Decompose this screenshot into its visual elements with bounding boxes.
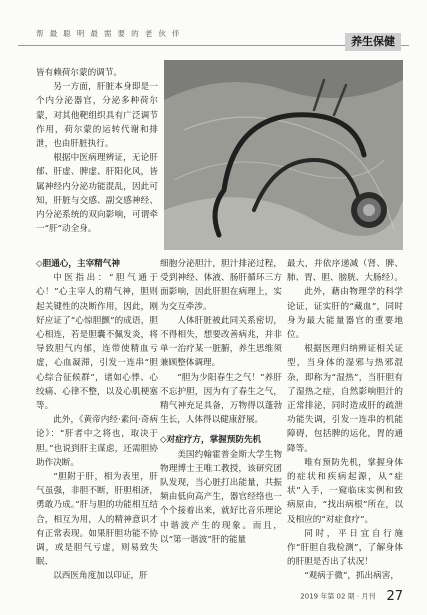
paragraph: 此外，《黄帝内经·素问·奇病论》：“肝者中之将也，取决于胆。”也说到肝主谋虑，还需胆协助作决断。 (36, 415, 158, 468)
paragraph: 唯有预防先机，掌握身体的症状和疾病起源，从“症状”入手，一窥临床实例和致病原由，“找出病根”所在，以及相应的“对症食疗”。 (287, 457, 403, 525)
column-3 (287, 257, 403, 584)
paragraph: 同时，平日宜自行施作“肝胆自我检测”，了解身体的肝胆是否出了状况！ (287, 528, 403, 568)
paragraph: 此外，藉由物理学的科学论证，证实肝的“藏血”，同时身为最大能量器官的重要地位。 (287, 287, 403, 341)
page-number: 27 (386, 589, 403, 604)
column-2 (160, 257, 282, 547)
column-1-top (36, 66, 158, 236)
paragraph: 人体肝脏被此同关系密切，不得相失，想要改善病兆，并非单一治疗某一脏腑，养生思维须兼顾整体调理。 (160, 315, 282, 369)
page-header (0, 0, 427, 58)
paragraph: “胆为少阳春生之气！”养肝不忘护胆，因为有了春生之气，精气神充足具备，万物得以蓬勃生长，人体得以健康舒展。 (160, 372, 282, 426)
stethoscope-photo (164, 60, 403, 250)
magazine-slogan: 帮最聪明最需要的老伙伴 (36, 29, 186, 38)
issue-label: 2019 年第 02 期 · 月刊 (300, 592, 376, 601)
paragraph: 中医指出：“胆气通于心！”心主宰人的精气神，胆则起关键性的决断作用，因此，刚好应证了“心惊胆颤”的成语，胆心相连，若是胆囊不佩发炎，将导致胆气内郁，连带使精血亏虚，心血凝滞，引发一连串“胆心综合征候群”，诸如心悸、心绞痛、心律不整，以及心肌梗塞等。 (36, 273, 158, 412)
paragraph: 以西医角度加以印证，肝 (53, 571, 148, 582)
paragraph: 细胞分泌胆汁，胆汁排泌过程，受到神经、体液、肠肝循环三方面影响，因此肝胆在病理上，实为交互牵涉。 (160, 259, 282, 312)
section-heading: ◇胆通心，主宰精气神 (36, 259, 120, 269)
section-tab: 养生保健 (345, 33, 401, 51)
page-footer (300, 586, 403, 605)
section-heading: ◇对症疗方，掌握预防先机 (160, 435, 262, 446)
column-1-bottom (36, 257, 158, 584)
paragraph: 另一方面，肝脏本身即是一个内分泌器官，分泌多种荷尔蒙，对其他靶组织具有广泛调节作用，荷尔蒙的运转代谢和排泄，也由肝脏执行。 (36, 82, 158, 150)
paragraph: “观病于微”，抓出病害， (304, 571, 399, 582)
paragraph: 根据医理归纳辨证相关证型，当身体的湿邪与热邪混杂，即称为“湿热”，当肝胆有了湿热之症，自然影响胆汁的正常排泌，同时造成肝的疏泄功能失调，引发一连串的机能障碍，包括脾的运化，胃的通降等。 (287, 344, 403, 454)
paragraph: 根据中医病理辨证，无论肝郁、肝虚、脾虚、肝阳化风，皆属神经内分泌功能混乱，因此可知，肝脏与交感、副交感神经、内分泌系统的双向影响，可谓牵一“肝”动全身。 (36, 153, 158, 235)
paragraph: “胆附于肝，相为表里，肝气虽强，非胆不断，肝胆相济，勇敢乃成。”肝与胆的功能相互结合，相互为用，人的精神意识才有正常表现。如果肝胆功能不协调，或是胆气亏虚，则易致失眠、 (36, 472, 158, 568)
paragraph: 美国约翰霍普金斯大学生物物理博士王唯工教授，该研究团队发现，当心脏打出能量，共振频由低向高产生，器官经络也一个个接着出来，就好比音乐理论中谐波产生的现象。而且，以“第一谐波”肝的能量 (160, 449, 282, 545)
paragraph: 最大，并依序递减（肾、脾、肺、胃、胆、膀胱、大肠经）。 (287, 259, 404, 284)
paragraph: 皆有赖荷尔蒙的调节。 (36, 68, 122, 78)
stethoscope-icon (164, 60, 403, 250)
